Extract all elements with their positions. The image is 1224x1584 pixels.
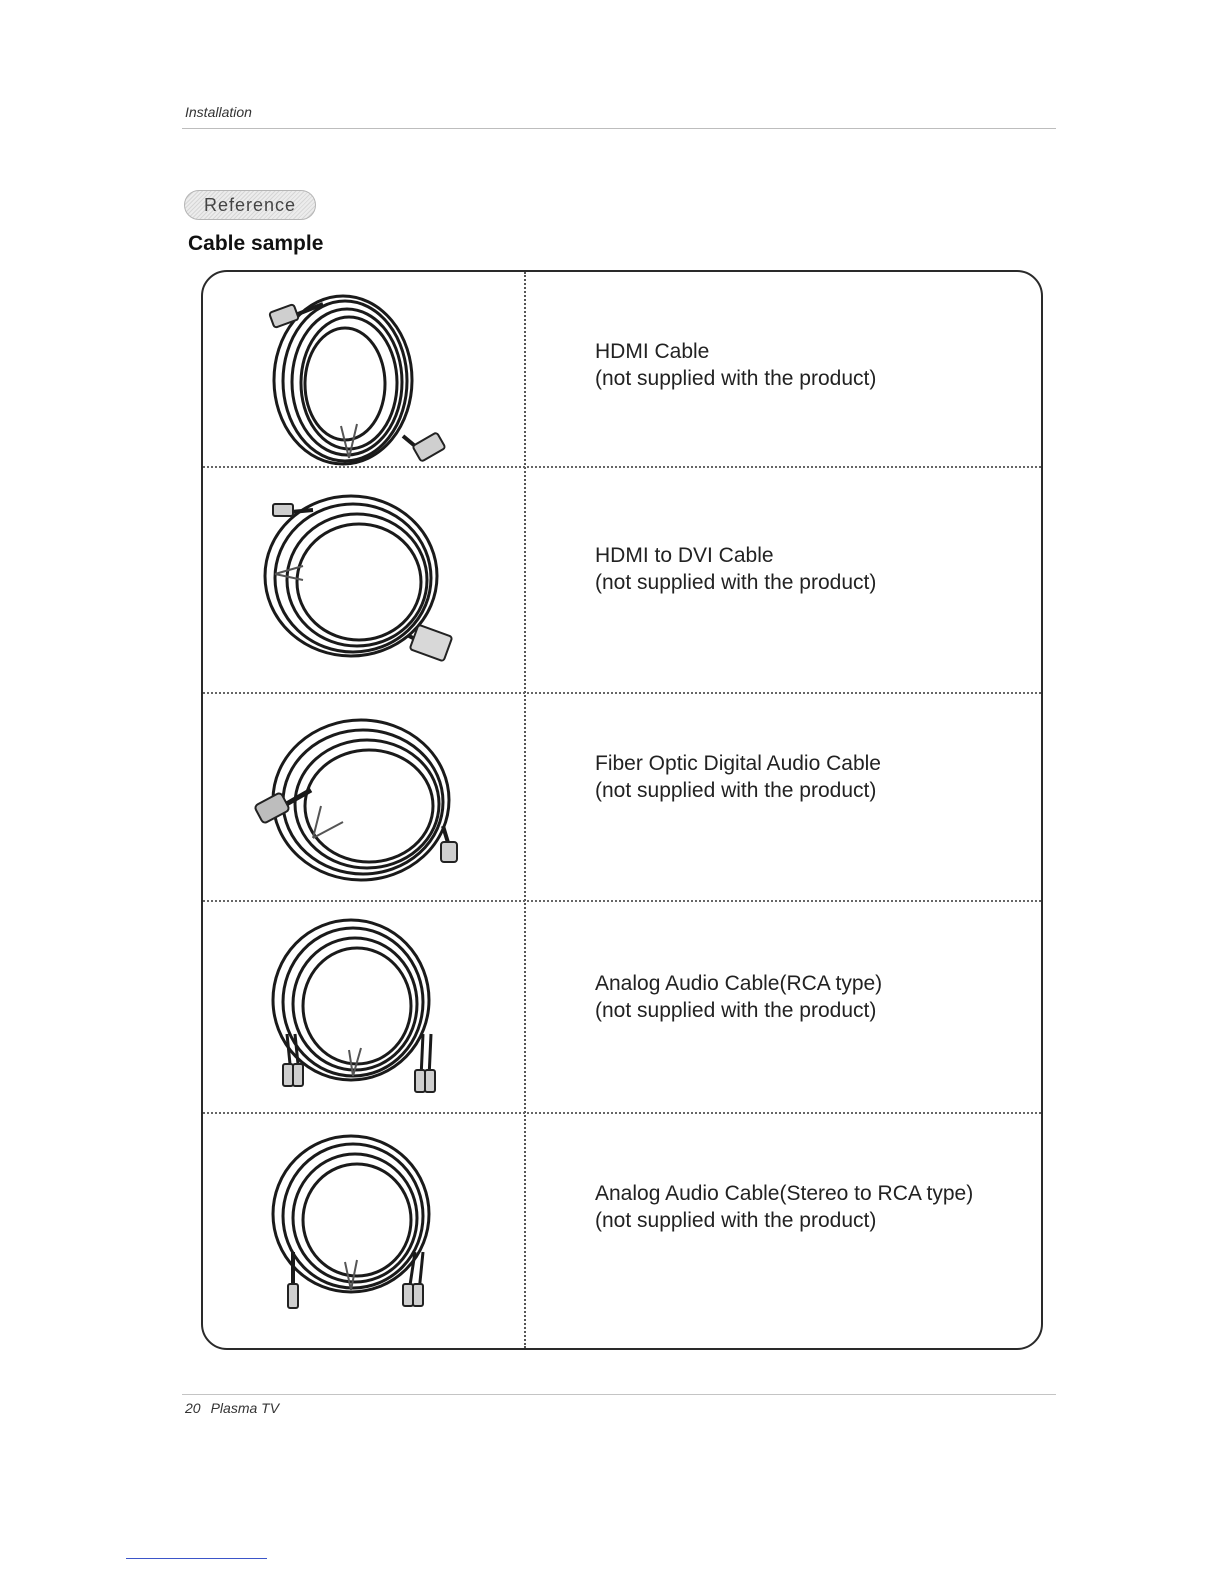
cable-note: (not supplied with the product): [595, 1209, 877, 1232]
page-footer: [185, 1400, 279, 1416]
page-title: Cable sample: [188, 232, 324, 255]
page-number: 20: [185, 1400, 201, 1416]
cable-note: (not supplied with the product): [595, 367, 877, 390]
cable-row: [203, 272, 1041, 466]
hdmi-cable-icon: [253, 286, 473, 466]
hdmi-to-dvi-cable-icon: [253, 490, 473, 670]
product-name: Plasma TV: [210, 1400, 280, 1416]
cable-note: (not supplied with the product): [595, 999, 877, 1022]
cable-description: [595, 542, 876, 596]
cable-description: [595, 1180, 973, 1234]
cable-note: (not supplied with the product): [595, 571, 877, 594]
cable-row: [203, 466, 1041, 692]
cable-row: [203, 692, 1041, 900]
cable-description: [595, 338, 876, 392]
header-section-label: Installation: [185, 104, 252, 120]
cable-name: Fiber Optic Digital Audio Cable: [595, 752, 881, 775]
cable-table: [201, 270, 1043, 1350]
cable-description: [595, 750, 881, 804]
cable-name: HDMI to DVI Cable: [595, 544, 774, 567]
cable-name: Analog Audio Cable(Stereo to RCA type): [595, 1182, 974, 1205]
rca-audio-cable-icon: [253, 914, 473, 1094]
cable-row: [203, 1112, 1041, 1352]
footer-rule: [182, 1394, 1056, 1395]
cable-name: HDMI Cable: [595, 340, 710, 363]
header-rule: [182, 128, 1056, 129]
cable-row: [203, 900, 1041, 1112]
cable-note: (not supplied with the product): [595, 779, 877, 802]
cable-description: [595, 970, 882, 1024]
cable-name: Analog Audio Cable(RCA type): [595, 972, 883, 995]
scan-mark-line: [126, 1558, 267, 1559]
stereo-to-rca-cable-icon: [253, 1132, 473, 1312]
fiber-optic-cable-icon: [253, 706, 473, 886]
reference-badge: Reference: [184, 190, 316, 220]
